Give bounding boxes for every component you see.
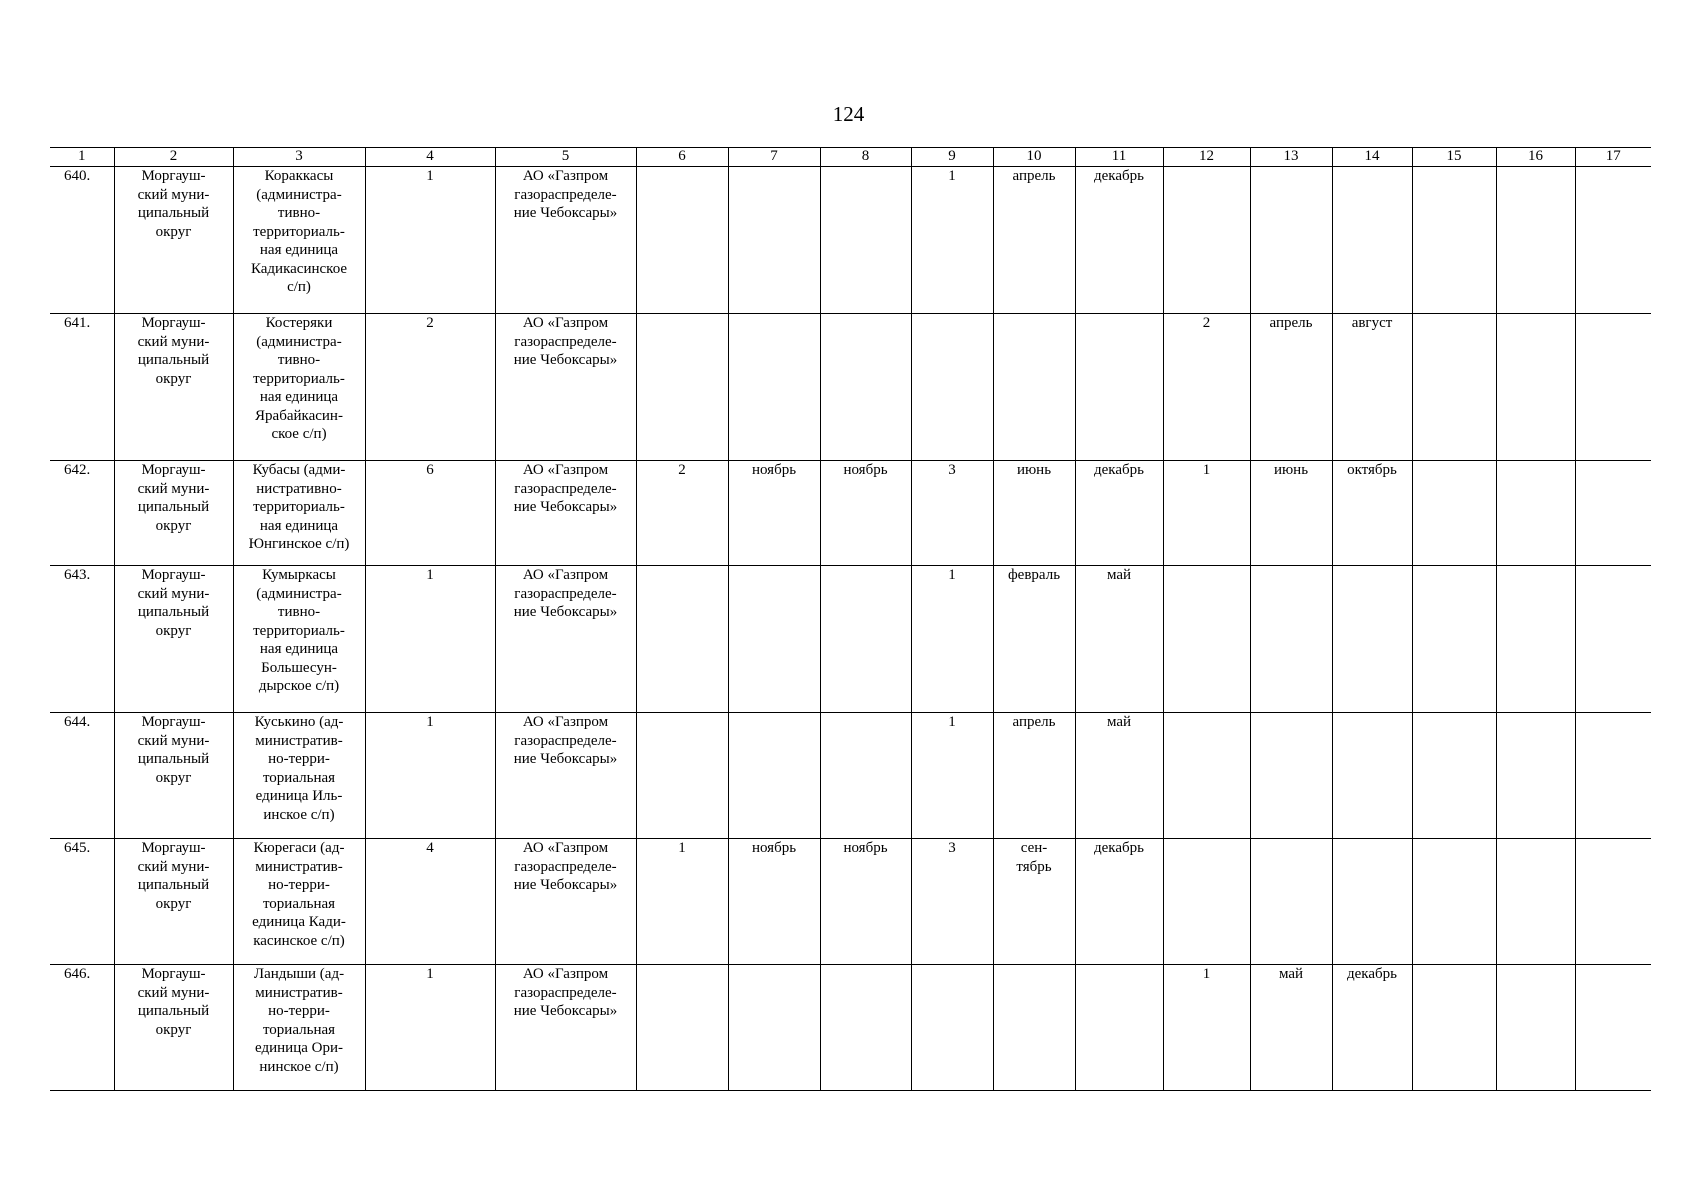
col8-cell: ноябрь (820, 839, 911, 965)
col8-cell (820, 566, 911, 713)
row-number: 642. (50, 461, 114, 566)
settlement-cell: Кубасы (адми- нистративно- территориаль- ная единица Юнгинское с/п) (233, 461, 365, 566)
col6-cell: 2 (636, 461, 728, 566)
total-count-cell: 1 (365, 713, 495, 839)
col8-cell (820, 713, 911, 839)
col17-cell (1575, 566, 1651, 713)
column-header-14: 14 (1332, 148, 1412, 167)
column-header-2: 2 (114, 148, 233, 167)
column-header-5: 5 (495, 148, 636, 167)
column-header-1: 1 (50, 148, 114, 167)
col10-cell (993, 965, 1075, 1091)
col8-cell (820, 965, 911, 1091)
col7-cell (728, 566, 820, 713)
col7-cell (728, 713, 820, 839)
col7-cell (728, 167, 820, 314)
col6-cell (636, 167, 728, 314)
col9-cell: 1 (911, 713, 993, 839)
col11-cell (1075, 314, 1163, 461)
col16-cell (1496, 314, 1575, 461)
table-row (50, 965, 1651, 1091)
col13-cell: май (1250, 965, 1332, 1091)
table-row (50, 839, 1651, 965)
col6-cell (636, 314, 728, 461)
col15-cell (1412, 965, 1496, 1091)
col7-cell: ноябрь (728, 839, 820, 965)
row-number: 641. (50, 314, 114, 461)
col16-cell (1496, 167, 1575, 314)
col11-cell: декабрь (1075, 839, 1163, 965)
column-header-3: 3 (233, 148, 365, 167)
col15-cell (1412, 566, 1496, 713)
col12-cell: 2 (1163, 314, 1250, 461)
column-header-9: 9 (911, 148, 993, 167)
district-cell: Моргауш- ский муни- ципальный округ (114, 461, 233, 566)
col15-cell (1412, 167, 1496, 314)
organization-cell: АО «Газпром газораспределе- ние Чебоксары» (495, 713, 636, 839)
table-row (50, 461, 1651, 566)
row-number: 644. (50, 713, 114, 839)
col13-cell: июнь (1250, 461, 1332, 566)
col7-cell: ноябрь (728, 461, 820, 566)
col15-cell (1412, 314, 1496, 461)
row-number: 646. (50, 965, 114, 1091)
organization-cell: АО «Газпром газораспределе- ние Чебоксары» (495, 965, 636, 1091)
col9-cell: 1 (911, 167, 993, 314)
col13-cell (1250, 839, 1332, 965)
col10-cell: апрель (993, 713, 1075, 839)
col10-cell: сен- тябрь (993, 839, 1075, 965)
col11-cell: май (1075, 566, 1163, 713)
column-header-16: 16 (1496, 148, 1575, 167)
column-header-13: 13 (1250, 148, 1332, 167)
col11-cell: декабрь (1075, 461, 1163, 566)
col10-cell: июнь (993, 461, 1075, 566)
col10-cell: апрель (993, 167, 1075, 314)
organization-cell: АО «Газпром газораспределе- ние Чебоксары» (495, 167, 636, 314)
col14-cell (1332, 566, 1412, 713)
row-number: 640. (50, 167, 114, 314)
col12-cell: 1 (1163, 965, 1250, 1091)
col6-cell (636, 965, 728, 1091)
col16-cell (1496, 566, 1575, 713)
organization-cell: АО «Газпром газораспределе- ние Чебоксары» (495, 461, 636, 566)
table-row (50, 566, 1651, 713)
column-header-15: 15 (1412, 148, 1496, 167)
col13-cell: апрель (1250, 314, 1332, 461)
col14-cell (1332, 167, 1412, 314)
row-number: 643. (50, 566, 114, 713)
table-header-row (50, 148, 1651, 167)
district-cell: Моргауш- ский муни- ципальный округ (114, 965, 233, 1091)
table-body (50, 167, 1651, 1091)
row-number: 645. (50, 839, 114, 965)
col11-cell: май (1075, 713, 1163, 839)
total-count-cell: 4 (365, 839, 495, 965)
col8-cell (820, 167, 911, 314)
total-count-cell: 1 (365, 566, 495, 713)
settlement-cell: Кюрегаси (ад- министратив- но-терри- ториальная единица Кади- касинское с/п) (233, 839, 365, 965)
organization-cell: АО «Газпром газораспределе- ние Чебоксары» (495, 314, 636, 461)
district-cell: Моргауш- ский муни- ципальный округ (114, 713, 233, 839)
col16-cell (1496, 965, 1575, 1091)
col7-cell (728, 965, 820, 1091)
col11-cell: декабрь (1075, 167, 1163, 314)
column-header-4: 4 (365, 148, 495, 167)
col17-cell (1575, 839, 1651, 965)
settlement-cell: Кораккасы (администра- тивно- территориаль- ная единица Кадикасинское с/п) (233, 167, 365, 314)
total-count-cell: 6 (365, 461, 495, 566)
col8-cell: ноябрь (820, 461, 911, 566)
col13-cell (1250, 167, 1332, 314)
col14-cell (1332, 839, 1412, 965)
col9-cell (911, 314, 993, 461)
col15-cell (1412, 839, 1496, 965)
col17-cell (1575, 167, 1651, 314)
col9-cell (911, 965, 993, 1091)
col14-cell: август (1332, 314, 1412, 461)
organization-cell: АО «Газпром газораспределе- ние Чебоксары» (495, 566, 636, 713)
col8-cell (820, 314, 911, 461)
col16-cell (1496, 461, 1575, 566)
col15-cell (1412, 713, 1496, 839)
data-table (50, 147, 1651, 1091)
col9-cell: 3 (911, 839, 993, 965)
page-number: 124 (832, 102, 865, 126)
col14-cell: октябрь (1332, 461, 1412, 566)
col10-cell (993, 314, 1075, 461)
settlement-cell: Куськино (ад- министратив- но-терри- ториальная единица Иль- инское с/п) (233, 713, 365, 839)
district-cell: Моргауш- ский муни- ципальный округ (114, 839, 233, 965)
col9-cell: 1 (911, 566, 993, 713)
district-cell: Моргауш- ский муни- ципальный округ (114, 314, 233, 461)
table-row (50, 167, 1651, 314)
organization-cell: АО «Газпром газораспределе- ние Чебоксары» (495, 839, 636, 965)
col12-cell (1163, 839, 1250, 965)
col11-cell (1075, 965, 1163, 1091)
col7-cell (728, 314, 820, 461)
col6-cell (636, 566, 728, 713)
settlement-cell: Костеряки (администра- тивно- территориаль- ная единица Ярабайкасин- ское с/п) (233, 314, 365, 461)
table-row (50, 713, 1651, 839)
table-row (50, 314, 1651, 461)
col17-cell (1575, 461, 1651, 566)
settlement-cell: Кумыркасы (администра- тивно- территориаль- ная единица Большесун- дырское с/п) (233, 566, 365, 713)
total-count-cell: 1 (365, 167, 495, 314)
district-cell: Моргауш- ский муни- ципальный округ (114, 566, 233, 713)
col12-cell: 1 (1163, 461, 1250, 566)
column-header-12: 12 (1163, 148, 1250, 167)
column-header-6: 6 (636, 148, 728, 167)
col12-cell (1163, 167, 1250, 314)
col16-cell (1496, 839, 1575, 965)
col6-cell: 1 (636, 839, 728, 965)
col12-cell (1163, 713, 1250, 839)
col17-cell (1575, 713, 1651, 839)
col12-cell (1163, 566, 1250, 713)
column-header-10: 10 (993, 148, 1075, 167)
col13-cell (1250, 566, 1332, 713)
col15-cell (1412, 461, 1496, 566)
column-header-11: 11 (1075, 148, 1163, 167)
total-count-cell: 2 (365, 314, 495, 461)
column-header-8: 8 (820, 148, 911, 167)
col16-cell (1496, 713, 1575, 839)
col17-cell (1575, 314, 1651, 461)
col17-cell (1575, 965, 1651, 1091)
column-header-7: 7 (728, 148, 820, 167)
col10-cell: февраль (993, 566, 1075, 713)
district-cell: Моргауш- ский муни- ципальный округ (114, 167, 233, 314)
col14-cell (1332, 713, 1412, 839)
column-header-17: 17 (1575, 148, 1651, 167)
col9-cell: 3 (911, 461, 993, 566)
col6-cell (636, 713, 728, 839)
settlement-cell: Ландыши (ад- министратив- но-терри- ториальная единица Ори- нинское с/п) (233, 965, 365, 1091)
col14-cell: декабрь (1332, 965, 1412, 1091)
col13-cell (1250, 713, 1332, 839)
total-count-cell: 1 (365, 965, 495, 1091)
